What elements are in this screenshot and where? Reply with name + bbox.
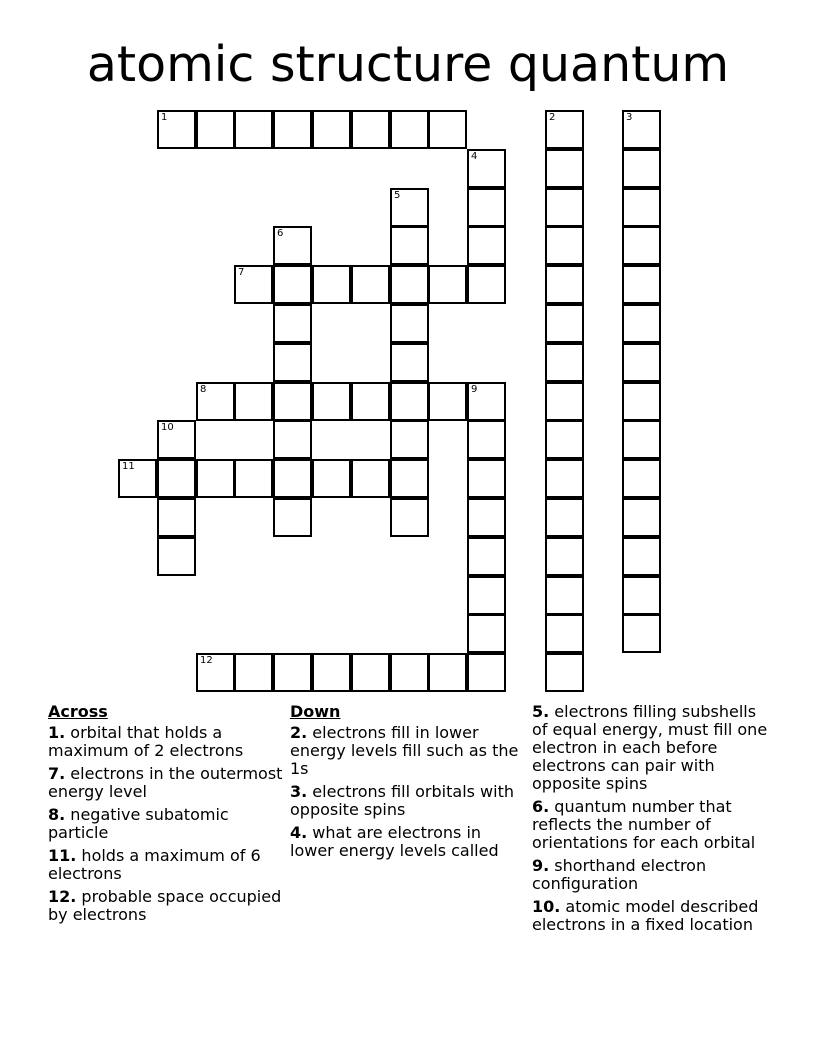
clue-item: [532, 898, 772, 934]
clue-item: [48, 847, 283, 883]
crossword-cell[interactable]: [234, 459, 273, 498]
crossword-cell[interactable]: [196, 382, 235, 421]
clue-text: electrons fill in lower energy levels fill such as the 1s: [290, 723, 519, 778]
crossword-cell[interactable]: [390, 653, 429, 692]
crossword-cell[interactable]: [312, 382, 351, 421]
crossword-cell[interactable]: [467, 382, 506, 421]
crossword-cell[interactable]: [390, 382, 429, 421]
clue-number-label: 3.: [290, 782, 308, 801]
crossword-cell[interactable]: [467, 498, 506, 537]
clue-number-label: 6.: [532, 797, 550, 816]
crossword-cell[interactable]: [428, 382, 467, 421]
crossword-cell[interactable]: [467, 226, 506, 265]
clue-text: holds a maximum of 6 electrons: [48, 846, 261, 883]
crossword-cell[interactable]: [234, 382, 273, 421]
crossword-cell[interactable]: [273, 382, 312, 421]
clue-item: [532, 703, 772, 793]
crossword-cell[interactable]: [390, 110, 429, 149]
crossword-cell[interactable]: [351, 653, 390, 692]
crossword-cell[interactable]: [157, 537, 196, 576]
crossword-cell[interactable]: [273, 498, 312, 537]
crossword-cell[interactable]: [428, 265, 467, 304]
crossword-cell[interactable]: [390, 420, 429, 459]
crossword-cell[interactable]: [273, 265, 312, 304]
crossword-cell[interactable]: [545, 149, 584, 188]
crossword-cell[interactable]: [467, 265, 506, 304]
crossword-cell[interactable]: [273, 420, 312, 459]
crossword-cell[interactable]: [428, 653, 467, 692]
crossword-cell[interactable]: [157, 459, 196, 498]
crossword-cell[interactable]: [273, 653, 312, 692]
crossword-cell[interactable]: [428, 110, 467, 149]
crossword-cell[interactable]: [622, 614, 661, 653]
clue-item: [532, 798, 772, 852]
crossword-cell[interactable]: [157, 110, 196, 149]
crossword-cell[interactable]: [545, 614, 584, 653]
crossword-cell[interactable]: [273, 226, 312, 265]
clue-item: [290, 824, 525, 860]
clue-number: 8: [200, 384, 207, 395]
clue-item: [48, 765, 283, 801]
crossword-cell[interactable]: [390, 498, 429, 537]
crossword-cell[interactable]: [390, 343, 429, 382]
crossword-cell[interactable]: [545, 304, 584, 343]
crossword-cell[interactable]: [273, 459, 312, 498]
clue-number-label: 8.: [48, 805, 66, 824]
clue-text: negative subatomic particle: [48, 805, 229, 842]
crossword-cell[interactable]: [351, 265, 390, 304]
across-heading: Across: [48, 702, 108, 721]
clue-number-label: 2.: [290, 723, 308, 742]
crossword-cell[interactable]: [467, 576, 506, 615]
crossword-cell[interactable]: [351, 110, 390, 149]
clue-number: 11: [122, 461, 135, 472]
crossword-cell[interactable]: [234, 110, 273, 149]
across-clues: [48, 703, 283, 929]
puzzle-title: atomic structure quantum: [86, 36, 730, 93]
crossword-cell[interactable]: [467, 537, 506, 576]
crossword-cell[interactable]: [157, 420, 196, 459]
crossword-cell[interactable]: [467, 459, 506, 498]
clue-number: 10: [161, 422, 174, 433]
crossword-cell[interactable]: [312, 265, 351, 304]
crossword-cell[interactable]: [622, 188, 661, 227]
clue-number: 7: [238, 267, 245, 278]
clue-item: [290, 724, 525, 778]
crossword-cell[interactable]: [545, 343, 584, 382]
crossword-cell[interactable]: [390, 304, 429, 343]
down-heading: Down: [290, 702, 341, 721]
crossword-cell[interactable]: [118, 459, 157, 498]
crossword-cell[interactable]: [351, 382, 390, 421]
down-clues: [290, 703, 525, 865]
crossword-cell[interactable]: [545, 110, 584, 149]
crossword-cell[interactable]: [157, 498, 196, 537]
crossword-cell[interactable]: [622, 226, 661, 265]
clue-item: [48, 724, 283, 760]
crossword-cell[interactable]: [545, 537, 584, 576]
crossword-cell[interactable]: [467, 614, 506, 653]
clue-item: [290, 783, 525, 819]
crossword-cell[interactable]: [545, 382, 584, 421]
clue-number: 2: [549, 112, 556, 123]
crossword-cell[interactable]: [622, 382, 661, 421]
clue-number-label: 4.: [290, 823, 308, 842]
crossword-cell[interactable]: [545, 265, 584, 304]
crossword-cell[interactable]: [545, 653, 584, 692]
clue-text: shorthand electron configuration: [532, 856, 707, 893]
crossword-cell[interactable]: [351, 459, 390, 498]
clue-number: 9: [471, 384, 478, 395]
crossword-cell[interactable]: [467, 653, 506, 692]
crossword-cell[interactable]: [622, 576, 661, 615]
clue-text: atomic model described electrons in a fixed location: [532, 897, 759, 934]
crossword-cell[interactable]: [467, 149, 506, 188]
crossword-cell[interactable]: [273, 304, 312, 343]
crossword-cell[interactable]: [622, 149, 661, 188]
crossword-cell[interactable]: [622, 265, 661, 304]
crossword-cell[interactable]: [312, 110, 351, 149]
clue-item: [48, 888, 283, 924]
crossword-cell[interactable]: [622, 498, 661, 537]
clue-number-label: 1.: [48, 723, 66, 742]
clue-item: [48, 806, 283, 842]
clue-text: electrons filling subshells of equal energy, must fill one electron in each before electrons can pair with opposite spins: [532, 702, 768, 793]
crossword-cell[interactable]: [390, 226, 429, 265]
clue-text: probable space occupied by electrons: [48, 887, 282, 924]
clue-number-label: 12.: [48, 887, 77, 906]
crossword-cell[interactable]: [390, 188, 429, 227]
clue-number-label: 11.: [48, 846, 77, 865]
crossword-cell[interactable]: [234, 265, 273, 304]
clue-number: 3: [626, 112, 633, 123]
crossword-cell[interactable]: [312, 653, 351, 692]
crossword-cell[interactable]: [622, 420, 661, 459]
crossword-cell[interactable]: [545, 498, 584, 537]
crossword-cell[interactable]: [545, 576, 584, 615]
clue-number: 5: [394, 190, 401, 201]
clue-number: 1: [161, 112, 168, 123]
crossword-cell[interactable]: [467, 188, 506, 227]
crossword-cell[interactable]: [273, 110, 312, 149]
clue-text: electrons in the outermost energy level: [48, 764, 283, 801]
crossword-cell[interactable]: [196, 653, 235, 692]
crossword-cell[interactable]: [622, 537, 661, 576]
crossword-cell[interactable]: [312, 459, 351, 498]
crossword-cell[interactable]: [545, 188, 584, 227]
clue-number: 4: [471, 151, 478, 162]
crossword-cell[interactable]: [545, 459, 584, 498]
crossword-cell[interactable]: [545, 420, 584, 459]
crossword-cell[interactable]: [622, 304, 661, 343]
crossword-cell[interactable]: [545, 226, 584, 265]
clue-number-label: 5.: [532, 702, 550, 721]
crossword-cell[interactable]: [622, 343, 661, 382]
crossword-cell[interactable]: [467, 420, 506, 459]
clue-number: 6: [277, 228, 284, 239]
crossword-cell[interactable]: [273, 343, 312, 382]
clue-item: [532, 857, 772, 893]
clue-number-label: 7.: [48, 764, 66, 783]
clue-text: electrons fill orbitals with opposite spins: [290, 782, 514, 819]
clue-number: 12: [200, 655, 213, 666]
crossword-cell[interactable]: [390, 459, 429, 498]
down-clues-continued: [532, 703, 772, 939]
crossword-cell[interactable]: [196, 459, 235, 498]
clue-text: orbital that holds a maximum of 2 electrons: [48, 723, 244, 760]
crossword-cell[interactable]: [390, 265, 429, 304]
clue-number-label: 9.: [532, 856, 550, 875]
crossword-cell[interactable]: [622, 110, 661, 149]
crossword-cell[interactable]: [234, 653, 273, 692]
crossword-cell[interactable]: [196, 110, 235, 149]
clue-number-label: 10.: [532, 897, 561, 916]
clue-text: what are electrons in lower energy levels called: [290, 823, 499, 860]
clue-text: quantum number that reflects the number of orientations for each orbital: [532, 797, 756, 852]
crossword-cell[interactable]: [622, 459, 661, 498]
